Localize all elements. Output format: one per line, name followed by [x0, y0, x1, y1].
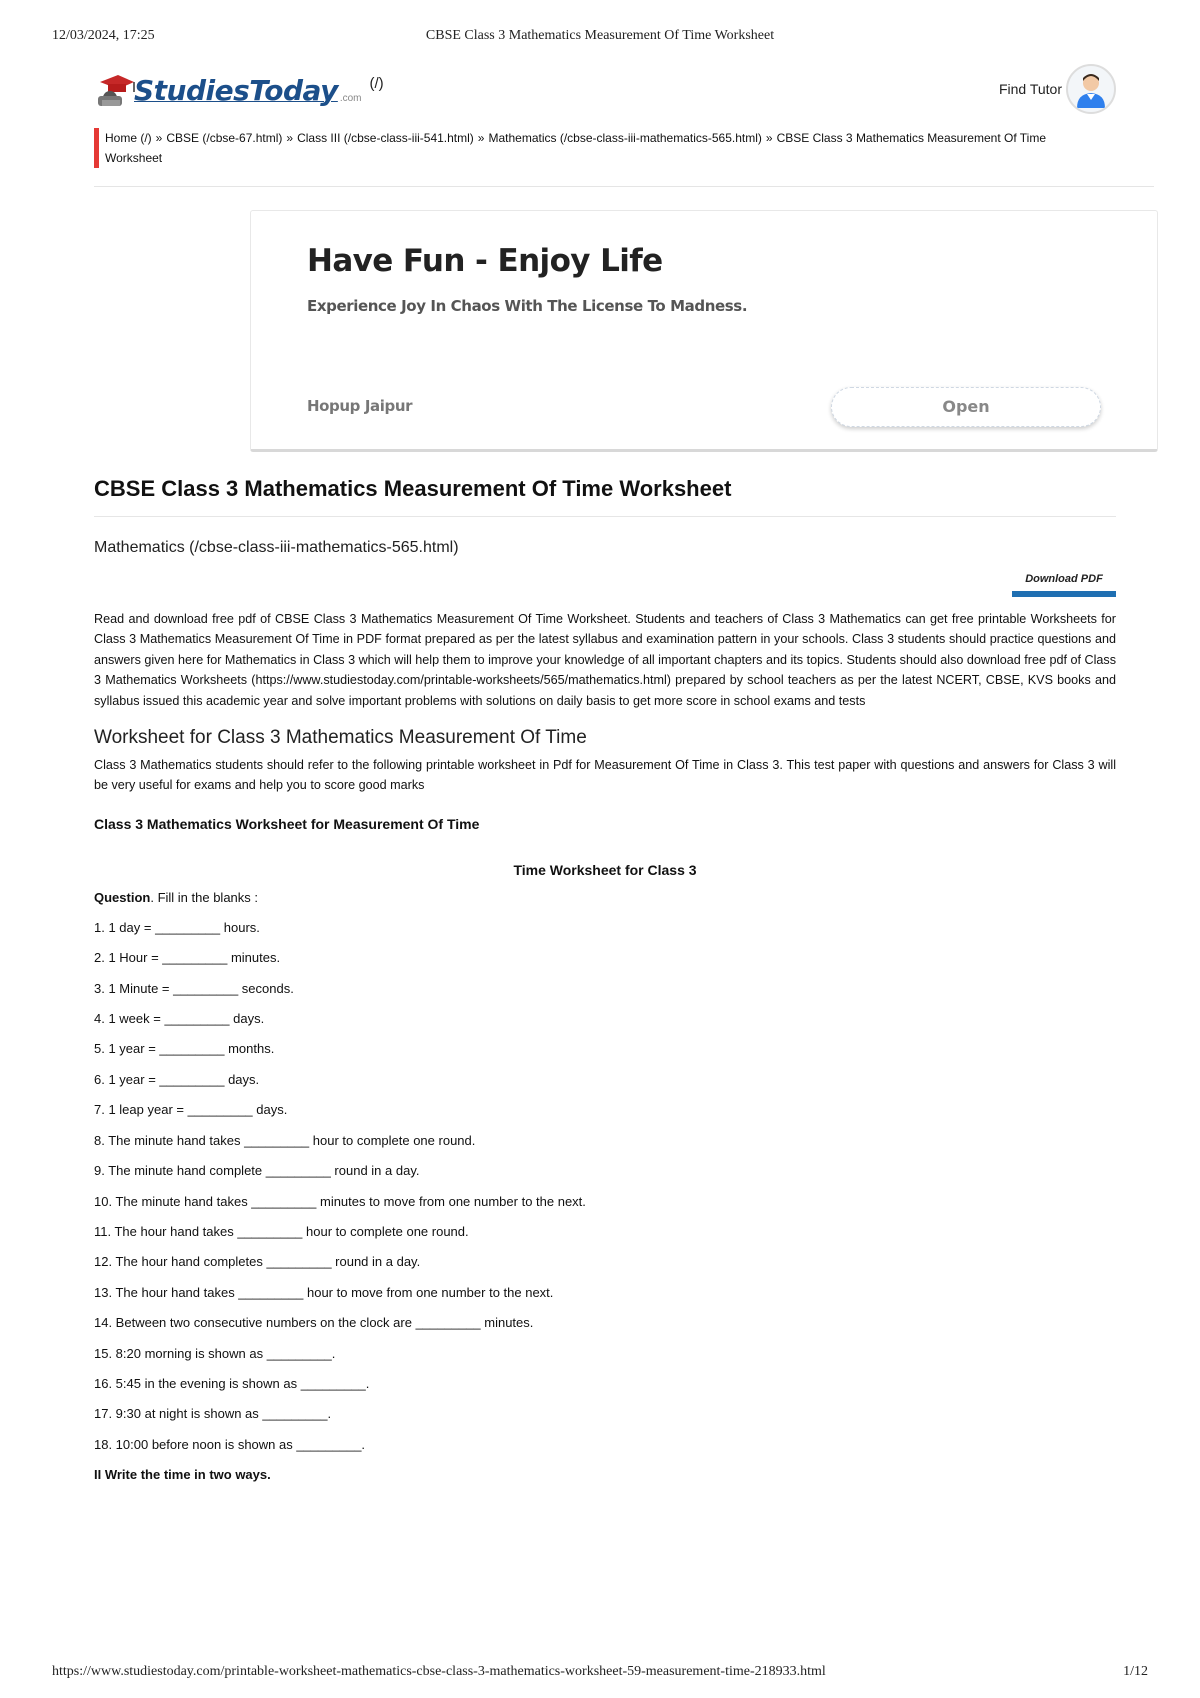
print-page-number: 1/12 — [1123, 1664, 1148, 1679]
ad-open-button[interactable]: Open — [831, 387, 1101, 427]
main-content — [94, 476, 1116, 1490]
list-item: 18. 10:00 before noon is shown as _________. — [94, 1436, 366, 1452]
list-item: 12. The hour hand completes _________ round in a day. — [94, 1254, 421, 1270]
page-title: CBSE Class 3 Mathematics Measurement Of Time Worksheet — [94, 476, 1116, 517]
logo-suffix: .com — [339, 92, 362, 104]
part-two-heading: II Write the time in two ways. — [94, 1467, 271, 1483]
subject-link[interactable]: Mathematics (/cbse-class-iii-mathematics-565.html) — [94, 539, 459, 556]
header-divider — [94, 186, 1154, 187]
list-item: 4. 1 week = _________ days. — [94, 1011, 265, 1027]
print-footer — [52, 1664, 1148, 1684]
tutor-avatar-icon[interactable] — [1066, 64, 1116, 114]
list-item: 5. 1 year = _________ months. — [94, 1041, 275, 1057]
breadcrumb-item-subject[interactable]: Mathematics (/cbse-class-iii-mathematics-565.html) — [488, 131, 762, 145]
list-item: 2. 1 Hour = _________ minutes. — [94, 950, 281, 966]
list-item: 16. 5:45 in the evening is shown as _________. — [94, 1375, 370, 1391]
list-item: 9. The minute hand complete _________ round in a day. — [94, 1163, 420, 1179]
site-header — [94, 64, 1116, 120]
worksheet-heading: Class 3 Mathematics Worksheet for Measurement Of Time — [94, 815, 480, 832]
question-label-bold: Question — [94, 889, 151, 905]
download-area — [94, 569, 1116, 595]
list-item: 8. The minute hand takes _________ hour to complete one round. — [94, 1132, 476, 1148]
list-item: 1. 1 day = _________ hours. — [94, 919, 260, 935]
question-label-rest: . Fill in the blanks : — [150, 889, 258, 905]
print-datetime: 12/03/2024, 17:25 — [52, 28, 155, 43]
find-tutor[interactable] — [999, 64, 1116, 114]
breadcrumb-separator: » — [286, 131, 294, 145]
download-pdf-button[interactable]: Download PDF — [1012, 573, 1116, 597]
logo-text: StudiesToday — [134, 73, 338, 107]
question-label — [94, 890, 1116, 905]
logo-emblem-icon — [94, 70, 136, 110]
breadcrumb-item-cbse[interactable]: CBSE (/cbse-67.html) — [166, 131, 283, 145]
logo-href-text: (/) — [369, 74, 384, 92]
list-item: 11. The hour hand takes _________ hour to complete one round. — [94, 1223, 469, 1239]
ad-brand: Hopup Jaipur — [307, 397, 413, 415]
list-item: 14. Between two consecutive numbers on the clock are _________ minutes. — [94, 1315, 534, 1331]
intro-paragraph: Read and download free pdf of CBSE Class 3 Mathematics Measurement Of Time Worksheet. Students and teachers of Class 3 Mathematics can get free printable Worksheets for Class 3 Mathematics Measurement Of Time in PDF format prepared as per the latest syllabus and examination pattern in your schools. Class 3 students should practice questions and answers given here for Mathematics in Class 3 which will help them to improve your knowledge of all important chapters and its topics. Students should also download free pdf of Class 3 Mathematics Worksheets (https://www.studiestoday.com/printable-worksheets/565/mathematics.html) prepared by school teachers as per the latest NCERT, CBSE, KVS books and syllabus issued this academic year and solve important problems with solutions on daily basis to get more score in school exams and tests — [94, 612, 1117, 708]
breadcrumb-separator: » — [155, 131, 163, 145]
list-item: 7. 1 leap year = _________ days. — [94, 1102, 288, 1118]
worksheet-center-heading: Time Worksheet for Class 3 — [513, 861, 697, 878]
ad-banner[interactable] — [250, 210, 1158, 452]
list-item: 6. 1 year = _________ days. — [94, 1071, 260, 1087]
breadcrumb-separator: » — [765, 131, 773, 145]
section-heading: Worksheet for Class 3 Mathematics Measurement Of Time — [94, 727, 587, 749]
breadcrumb-item-current: CBSE Class 3 Mathematics Measurement Of Time Worksheet — [105, 131, 1046, 165]
print-url: https://www.studiestoday.com/printable-worksheet-mathematics-cbse-class-3-mathematics-worksheet-59-measurement-time-218933.html — [52, 1664, 826, 1679]
list-item: 17. 9:30 at night is shown as _________. — [94, 1406, 332, 1422]
breadcrumb-separator: » — [477, 131, 485, 145]
print-doc-title: CBSE Class 3 Mathematics Measurement Of Time Worksheet — [425, 28, 775, 43]
list-item: 13. The hour hand takes _________ hour to move from one number to the next. — [94, 1284, 554, 1300]
find-tutor-label: Find Tutor — [998, 81, 1062, 97]
ad-subtext: Experience Joy In Chaos With The License To Madness. — [307, 297, 748, 315]
site-logo[interactable] — [94, 68, 384, 112]
breadcrumb-item-class[interactable]: Class III (/cbse-class-iii-541.html) — [297, 131, 474, 145]
breadcrumb — [94, 128, 1065, 168]
list-item: 15. 8:20 morning is shown as _________. — [94, 1345, 336, 1361]
ad-headline: Have Fun - Enjoy Life — [307, 243, 663, 279]
question-list — [94, 913, 1116, 1460]
breadcrumb-item-home[interactable]: Home (/) — [105, 131, 152, 145]
print-header — [52, 28, 1148, 48]
list-item: 3. 1 Minute = _________ seconds. — [94, 980, 294, 996]
section-lead: Class 3 Mathematics students should refer to the following printable worksheet in Pdf for Measurement Of Time in Class 3. This test paper with questions and answers for Class 3 will be very useful for exams and help you to score good marks — [94, 758, 1116, 793]
list-item: 10. The minute hand takes _________ minutes to move from one number to the next. — [94, 1193, 586, 1209]
